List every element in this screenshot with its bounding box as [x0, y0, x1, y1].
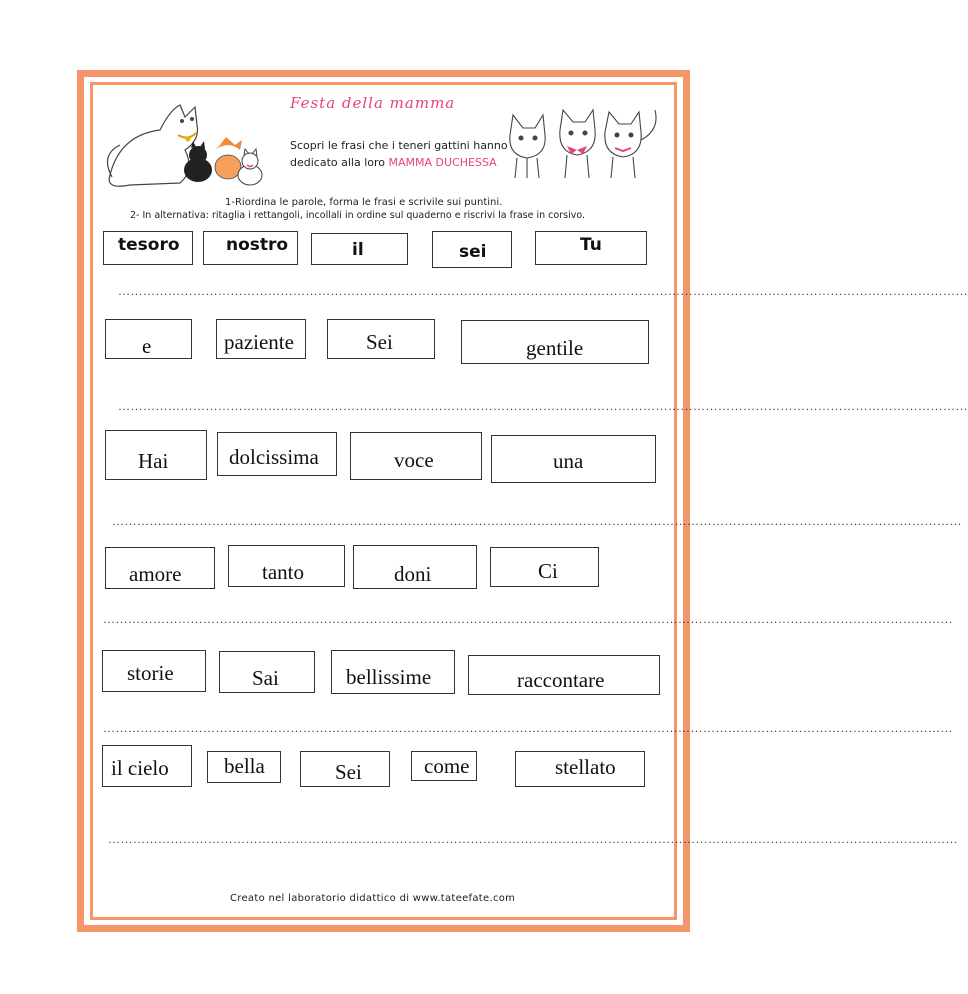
word-card[interactable] [105, 430, 207, 480]
word-card[interactable] [432, 231, 512, 268]
answer-line[interactable]: …………………………………………………………………………………………………………………………………………………………………………………… [103, 721, 953, 735]
word-label: tanto [262, 560, 304, 584]
word-card[interactable] [219, 651, 315, 693]
word-label: come [424, 754, 470, 778]
word-label: Hai [138, 449, 169, 473]
word-label: Ci [538, 559, 558, 583]
answer-line[interactable]: …………………………………………………………………………………………………………………………………………………………………………………… [103, 612, 953, 626]
word-label: Sei [335, 760, 362, 784]
word-label: nostro [226, 235, 289, 255]
word-label: voce [394, 448, 434, 472]
word-card[interactable] [217, 432, 337, 476]
word-label: gentile [526, 336, 584, 360]
word-label: una [553, 449, 584, 473]
word-card[interactable] [515, 751, 645, 787]
word-card[interactable] [491, 435, 656, 483]
word-card[interactable] [216, 319, 306, 359]
word-card[interactable] [102, 650, 206, 692]
word-label: e [142, 334, 152, 358]
word-label: bellissime [346, 665, 432, 689]
word-card[interactable] [105, 547, 215, 589]
word-card[interactable] [353, 545, 477, 589]
footer-credit: Creato nel laboratorio didattico di www.tateefate.com [230, 893, 516, 904]
word-card[interactable] [461, 320, 649, 364]
word-label: amore [129, 562, 182, 586]
word-card[interactable] [331, 650, 455, 694]
subtitle-line-2 [290, 154, 530, 171]
subtitle-line-1: Scopri le frasi che i teneri gattini hanno [290, 139, 508, 152]
word-card[interactable] [228, 545, 345, 587]
worksheet-title: Festa della mamma [290, 94, 456, 112]
instruction-1: 1-Riordina le parole, forma le frasi e scrivile sui puntini. [225, 197, 503, 208]
subtitle-line-2-text: dedicato alla loro [290, 156, 389, 169]
word-card[interactable] [207, 751, 281, 783]
word-label: bella [224, 754, 265, 778]
worksheet-subtitle [290, 137, 530, 171]
word-label: il [352, 240, 364, 260]
word-label: il cielo [111, 756, 169, 780]
word-card[interactable] [103, 231, 193, 265]
word-card[interactable] [102, 745, 192, 787]
word-label: raccontare [517, 668, 605, 692]
word-card[interactable] [490, 547, 599, 587]
instruction-2: 2- In alternativa: ritaglia i rettangoli, incollali in ordine sul quaderno e riscrivi la frase in corsivo. [130, 210, 585, 221]
word-card[interactable] [203, 231, 298, 265]
word-card[interactable] [300, 751, 390, 787]
answer-line[interactable]: …………………………………………………………………………………………………………………………………………………………………………………… [118, 284, 968, 298]
word-card[interactable] [468, 655, 660, 695]
word-card[interactable] [327, 319, 435, 359]
word-card[interactable] [350, 432, 482, 480]
duchess-cat-illustration [100, 95, 270, 195]
word-label: doni [394, 562, 432, 586]
word-label: sei [459, 242, 487, 262]
word-card[interactable] [311, 233, 408, 265]
word-card[interactable] [535, 231, 647, 265]
word-label: stellato [555, 755, 616, 779]
answer-line[interactable]: …………………………………………………………………………………………………………………………………………………………………………………… [118, 399, 968, 413]
word-card[interactable] [105, 319, 192, 359]
word-label: Sai [252, 666, 279, 690]
word-label: dolcissima [229, 445, 319, 469]
word-label: paziente [224, 330, 294, 354]
word-label: Sei [366, 330, 393, 354]
word-label: storie [127, 661, 174, 685]
answer-line[interactable]: …………………………………………………………………………………………………………………………………………………………………………………… [108, 832, 958, 846]
subtitle-highlight: MAMMA DUCHESSA [388, 156, 497, 169]
answer-line[interactable]: …………………………………………………………………………………………………………………………………………………………………………………… [112, 514, 962, 528]
word-card[interactable] [411, 751, 477, 781]
word-label: tesoro [118, 235, 180, 255]
word-label: Tu [580, 235, 602, 255]
